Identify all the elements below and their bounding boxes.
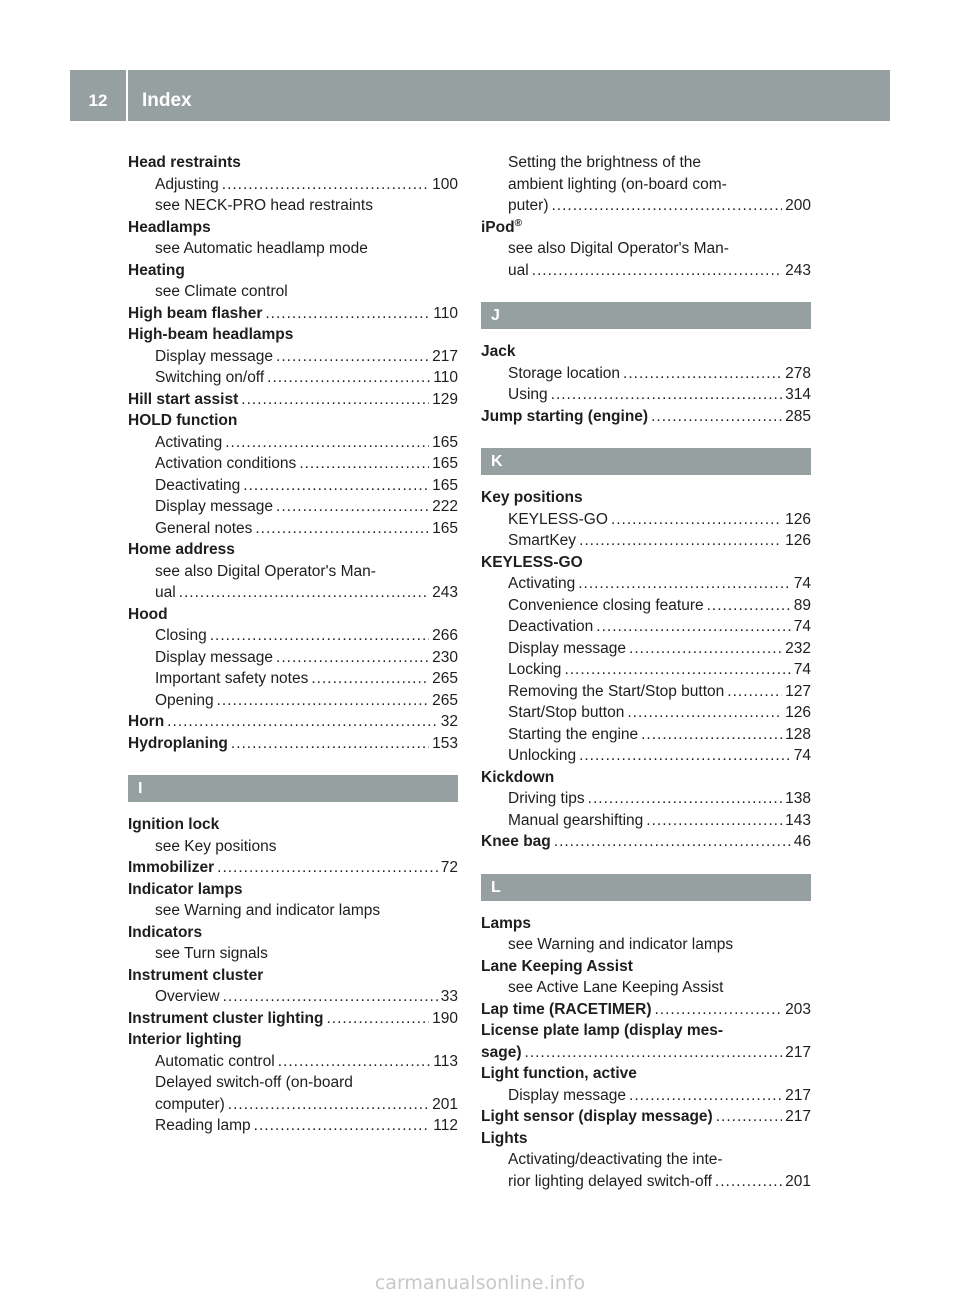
- index-heading-entry: Immobilizer ..... 72: [128, 857, 458, 879]
- index-heading: Kickdown: [481, 768, 555, 786]
- index-heading-entry: sage) ..... 217: [481, 1042, 811, 1064]
- index-heading: High-beam headlamps: [128, 326, 294, 343]
- index-entry-continued: Setting the brightness of the: [508, 154, 702, 171]
- index-entry-continued: ambient lighting (on-board com-: [508, 175, 727, 193]
- index-entry: Removing the Start/Stop button ..... 127: [481, 681, 811, 703]
- index-cross-reference: see Climate control: [155, 283, 288, 300]
- index-entry: computer) ..... 201: [128, 1094, 458, 1116]
- index-heading: Interior lighting: [128, 1031, 242, 1048]
- index-heading: Home address: [128, 541, 235, 558]
- index-entry: ual ..... 243: [481, 260, 811, 282]
- index-heading-entry: Jump starting (engine) ..... 285: [481, 406, 811, 428]
- index-entry: Locking ..... 74: [481, 659, 811, 681]
- index-entry: rior lighting delayed switch-off ..... 201: [481, 1171, 811, 1193]
- index-entry: Using ..... 314: [481, 384, 811, 406]
- index-cross-reference: see Automatic headlamp mode: [155, 240, 368, 257]
- index-entry: Switching on/off ..... 110: [128, 367, 458, 389]
- page-title: Index: [142, 90, 192, 111]
- index-heading-entry: Horn ..... 32: [128, 711, 458, 733]
- index-cross-reference: see also Digital Operator's Man-: [508, 240, 729, 257]
- index-heading: KEYLESS-GO: [481, 553, 583, 571]
- index-heading: Ignition lock: [128, 816, 220, 833]
- index-heading: Lights: [481, 1129, 528, 1147]
- index-entry: Opening ..... 265: [128, 690, 458, 712]
- index-entry: Reading lamp ..... 112: [128, 1115, 458, 1137]
- section-letter-bar: K: [481, 448, 811, 475]
- index-cross-reference: see Active Lane Keeping Assist: [508, 979, 724, 996]
- index-column-right: [481, 152, 811, 1192]
- index-heading-entry: Hydroplaning ..... 153: [128, 733, 458, 755]
- index-entry: Closing ..... 266: [128, 625, 458, 647]
- index-column-left: [128, 152, 458, 1137]
- index-entry: Important safety notes ..... 265: [128, 668, 458, 690]
- index-heading: Light function, active: [481, 1065, 637, 1082]
- index-heading: License plate lamp (display mes-: [481, 1022, 724, 1039]
- index-heading: Indicators: [128, 923, 203, 941]
- index-entry: Display message ..... 232: [481, 638, 811, 660]
- section-letter-bar: J: [481, 302, 811, 329]
- index-entry: ual ..... 243: [128, 582, 458, 604]
- index-cross-reference: see Warning and indicator lamps: [155, 902, 381, 919]
- index-heading-entry: Knee bag ..... 46: [481, 831, 811, 853]
- index-heading-entry: Lap time (RACETIMER) ..... 203: [481, 999, 811, 1021]
- index-entry: Activation conditions ..... 165: [128, 453, 458, 475]
- index-entry: Display message ..... 217: [128, 346, 458, 368]
- index-entry: Activating ..... 74: [481, 573, 811, 595]
- index-heading: Hood: [128, 605, 168, 623]
- index-entry: Deactivation ..... 74: [481, 616, 811, 638]
- index-entry: Driving tips ..... 138: [481, 788, 811, 810]
- index-heading: Lamps: [481, 914, 531, 932]
- index-entry-continued: Activating/deactivating the inte-: [508, 1151, 723, 1168]
- index-heading-entry: Instrument cluster lighting ..... 190: [128, 1008, 458, 1030]
- index-entry: Display message ..... 217: [481, 1085, 811, 1107]
- index-cross-reference: see Warning and indicator lamps: [508, 936, 734, 953]
- index-entry: Activating ..... 165: [128, 432, 458, 454]
- index-cross-reference: see NECK-PRO head restraints: [155, 197, 373, 214]
- page-header: [70, 70, 890, 121]
- index-heading-entry: Light sensor (display message) ..... 217: [481, 1106, 811, 1128]
- index-heading: Lane Keeping Assist: [481, 957, 633, 975]
- index-entry: Manual gearshifting ..... 143: [481, 810, 811, 832]
- index-heading: Instrument cluster: [128, 966, 264, 984]
- index-entry: General notes ..... 165: [128, 518, 458, 540]
- section-letter-bar: L: [481, 874, 811, 901]
- index-heading: Jack: [481, 343, 516, 360]
- index-cross-reference: see Key positions: [155, 837, 277, 855]
- index-heading: HOLD function: [128, 412, 238, 429]
- header-divider: [126, 70, 128, 121]
- index-entry: Unlocking ..... 74: [481, 745, 811, 767]
- index-heading: Heating: [128, 261, 185, 279]
- index-cross-reference: see also Digital Operator's Man-: [155, 562, 376, 580]
- index-entry: Display message ..... 222: [128, 496, 458, 518]
- index-heading-entry: Hill start assist ..... 129: [128, 389, 458, 411]
- index-entry: Adjusting ..... 100: [128, 174, 458, 196]
- index-heading: Head restraints: [128, 154, 241, 171]
- index-entry: puter) ..... 200: [481, 195, 811, 217]
- index-entry: Display message ..... 230: [128, 647, 458, 669]
- index-heading-entry: High beam flasher ..... 110: [128, 303, 458, 325]
- index-heading: Indicator lamps: [128, 880, 243, 898]
- watermark: carmanualsonline.info: [374, 1272, 586, 1294]
- index-entry: Deactivating ..... 165: [128, 475, 458, 497]
- index-entry: Start/Stop button ..... 126: [481, 702, 811, 724]
- index-entry-continued: Delayed switch-off (on-board: [155, 1074, 353, 1091]
- registered-mark: ®: [514, 217, 522, 229]
- index-entry: KEYLESS-GO ..... 126: [481, 509, 811, 531]
- index-cross-reference: see Turn signals: [155, 945, 268, 962]
- index-entry: Starting the engine ..... 128: [481, 724, 811, 746]
- index-heading: Headlamps: [128, 218, 211, 236]
- index-entry: Automatic control ..... 113: [128, 1051, 458, 1073]
- index-entry: Overview ..... 33: [128, 986, 458, 1008]
- index-heading: iPod®: [481, 217, 522, 236]
- index-entry: Storage location ..... 278: [481, 363, 811, 385]
- section-letter-bar: I: [128, 775, 458, 802]
- index-entry: Convenience closing feature ..... 89: [481, 595, 811, 617]
- page-number: 12: [88, 91, 108, 110]
- index-entry: SmartKey ..... 126: [481, 530, 811, 552]
- index-heading: Key positions: [481, 489, 583, 506]
